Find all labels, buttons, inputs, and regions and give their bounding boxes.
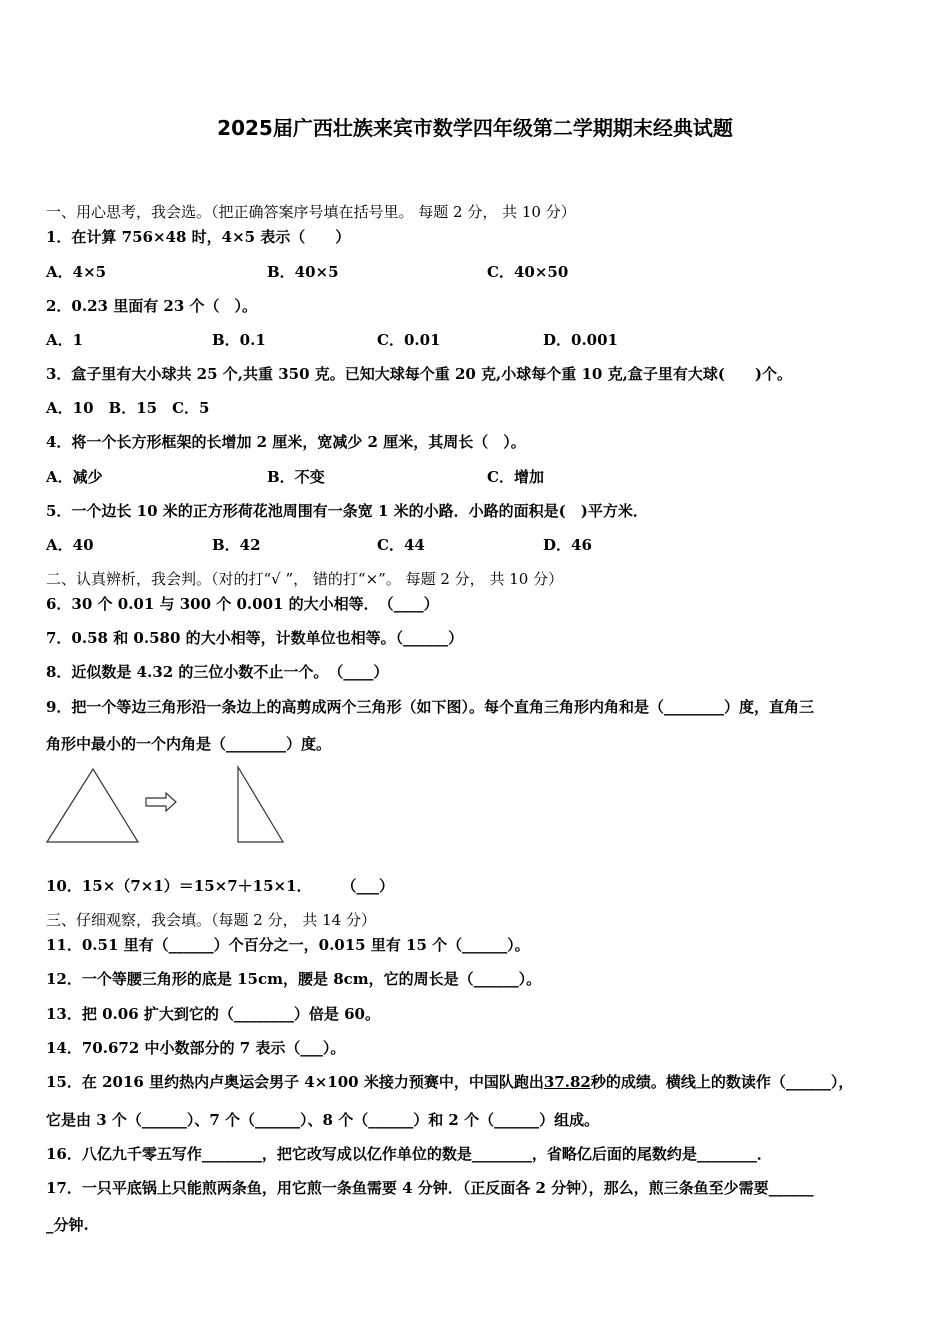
question-17-line-1: 17．一只平底锅上只能煎两条鱼，用它煎一条鱼需要 4 分钟．（正反面各 2 分钟），那么，煎三条鱼至少需要______ (46, 1179, 814, 1197)
question-13: 13．把 0.06 扩大到它的（________）倍是 60。 (46, 1005, 380, 1023)
q4-option-c: C．增加 (487, 468, 544, 486)
right-triangle (238, 767, 283, 842)
section-2-heading: 二、认真辨析，我会判。（对的打“√ ”， 错的打“×”。 每题 2 分， 共 10 分） (46, 570, 564, 588)
question-5: 5．一个边长 10 米的正方形荷花池周围有一条宽 1 米的小路．小路的面积是( )平方米． (46, 502, 648, 520)
question-9-line-2: 角形中最小的一个内角是（________）度。 (46, 735, 332, 753)
question-15-line-2: 它是由 3 个（______）、7 个（______）、8 个（______）和 2 个（______）组成。 (46, 1111, 600, 1129)
q2-option-c: C．0.01 (377, 331, 441, 349)
question-2: 2．0.23 里面有 23 个（ ）。 (46, 297, 258, 315)
question-7: 7．0.58 和 0.580 的大小相等，计数单位也相等。（______） (46, 629, 464, 647)
q15-text-before: 15．在 2016 里约热内卢奥运会男子 4×100 米接力预赛中，中国队跑出 (46, 1073, 544, 1091)
question-4: 4．将一个长方形框架的长增加 2 厘米，宽减少 2 厘米，其周长（ ）。 (46, 433, 526, 451)
q2-option-b: B．0.1 (212, 331, 266, 349)
q1-option-b: B．40×5 (267, 263, 339, 281)
question-6: 6．30 个 0.01 与 300 个 0.001 的大小相等． （____） (46, 595, 439, 613)
q5-option-b: B．42 (212, 536, 261, 554)
q2-option-d: D．0.001 (543, 331, 618, 349)
q4-option-b: B．不变 (267, 468, 325, 486)
q1-option-c: C．40×50 (487, 263, 569, 281)
question-14: 14．70.672 中小数部分的 7 表示（___）。 (46, 1039, 346, 1057)
q5-option-d: D．46 (543, 536, 592, 554)
question-16: 16．八亿九千零五写作________，把它改写成以亿作单位的数是________，省略亿后面的尾数约是________． (46, 1145, 772, 1163)
question-9-line-1: 9．把一个等边三角形沿一条边上的高剪成两个三角形（如下图）。每个直角三角形内角和是（________）度，直角三 (46, 698, 814, 716)
question-1: 1．在计算 756×48 时，4×5 表示（ ） (46, 228, 351, 246)
page-title: 2025届广西壮族来宾市数学四年级第二学期期末经典试题 (217, 116, 733, 140)
q2-option-a: A．1 (46, 331, 84, 349)
question-3: 3．盒子里有大小球共 25 个,共重 350 克。已知大球每个重 20 克,小球每个重 10 克,盒子里有大球( )个。 (46, 365, 793, 383)
arrow-icon (146, 793, 176, 811)
q5-option-a: A．40 (46, 536, 94, 554)
equilateral-triangle (47, 769, 138, 842)
q9-triangle-figure (40, 760, 300, 850)
section-1-heading: 一、用心思考，我会选。（把正确答案序号填在括号里。 每题 2 分， 共 10 分） (46, 203, 576, 221)
section-3-heading: 三、仔细观察，我会填。（每题 2 分， 共 14 分） (46, 911, 376, 929)
q4-option-a: A．减少 (46, 468, 103, 486)
question-8: 8．近似数是 4.32 的三位小数不止一个。 （____） (46, 663, 389, 681)
question-17-line-2: _分钟. (46, 1216, 89, 1234)
q15-text-after: 秒的成绩。横线上的数读作（______）， (590, 1073, 854, 1091)
q3-options: A．10 B．15 C．5 (46, 399, 210, 417)
question-12: 12．一个等腰三角形的底是 15cm，腰是 8cm，它的周长是（______）。 (46, 970, 542, 988)
q1-option-a: A．4×5 (46, 263, 107, 281)
question-15-line-1 (46, 1072, 853, 1092)
question-11: 11．0.51 里有（______）个百分之一，0.015 里有 15 个（______）。 (46, 936, 530, 954)
q5-option-c: C．44 (377, 536, 425, 554)
q15-underlined-number: 37.82 (543, 1073, 591, 1091)
question-10: 10．15×（7×1）＝15×7＋15×1． （___） (46, 877, 395, 895)
